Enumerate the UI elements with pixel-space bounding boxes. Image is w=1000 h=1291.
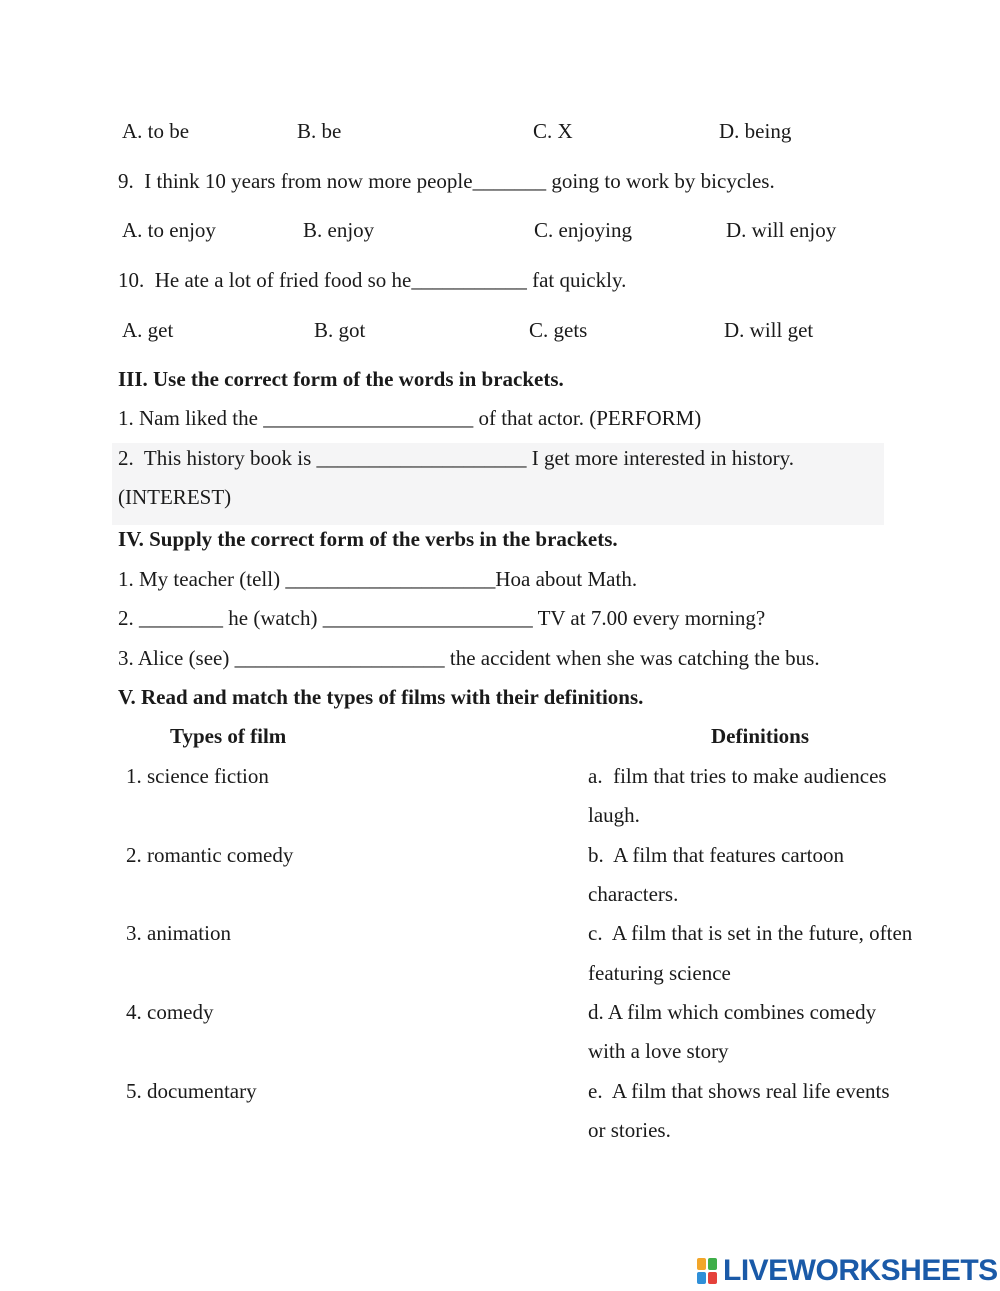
liveworksheets-logo-icon xyxy=(697,1258,717,1284)
q9-option-b[interactable]: B. enjoy xyxy=(303,218,375,242)
film-type-3[interactable]: 3. animation xyxy=(126,921,231,945)
definition-a-line-1[interactable]: a. film that tries to make audiences xyxy=(588,764,887,788)
definition-c-line-2[interactable]: featuring science xyxy=(588,961,731,985)
definition-e-line-2[interactable]: or stories. xyxy=(588,1118,671,1142)
q9-option-d[interactable]: D. will enjoy xyxy=(726,218,837,242)
section-5-heading: V. Read and match the types of films with their definitions. xyxy=(118,685,644,709)
logo-square-4 xyxy=(708,1272,717,1284)
definition-b-line-2[interactable]: characters. xyxy=(588,882,679,906)
section-3-heading: III. Use the correct form of the words in brackets. xyxy=(118,367,564,391)
definition-a-line-2[interactable]: laugh. xyxy=(588,803,640,827)
section-3-item-1[interactable]: 1. Nam liked the ____________________ of that actor. (PERFORM) xyxy=(118,406,702,430)
q10-option-d[interactable]: D. will get xyxy=(724,318,814,342)
film-type-1[interactable]: 1. science fiction xyxy=(126,764,269,788)
section-3-item-2[interactable]: 2. This history book is ____________________ I get more interested in history. xyxy=(118,446,795,470)
q8-option-a[interactable]: A. to be xyxy=(122,119,190,143)
logo-square-2 xyxy=(708,1258,717,1270)
liveworksheets-logo xyxy=(697,1256,998,1286)
logo-square-3 xyxy=(697,1272,706,1284)
q8-option-b[interactable]: B. be xyxy=(297,119,342,143)
film-type-2[interactable]: 2. romantic comedy xyxy=(126,843,294,867)
q9-option-a[interactable]: A. to enjoy xyxy=(122,218,216,242)
section-4-heading: IV. Supply the correct form of the verbs in the brackets. xyxy=(118,527,618,551)
definition-e-line-1[interactable]: e. A film that shows real life events xyxy=(588,1079,890,1103)
q8-option-c[interactable]: C. X xyxy=(533,119,573,143)
definition-b-line-1[interactable]: b. A film that features cartoon xyxy=(588,843,845,867)
definitions-column-header: Definitions xyxy=(711,724,810,748)
definition-d-line-1[interactable]: d. A film which combines comedy xyxy=(588,1000,877,1024)
q9-question: 9. I think 10 years from now more people_______ going to work by bicycles. xyxy=(118,169,775,193)
film-type-5[interactable]: 5. documentary xyxy=(126,1079,257,1103)
section-4-item-1[interactable]: 1. My teacher (tell) ____________________Hoa about Math. xyxy=(118,567,638,591)
logo-square-1 xyxy=(697,1258,706,1270)
film-type-4[interactable]: 4. comedy xyxy=(126,1000,214,1024)
section-4-item-2[interactable]: 2. ________ he (watch) ____________________ TV at 7.00 every morning? xyxy=(118,606,766,630)
liveworksheets-logo-text: LIVEWORKSHEETS xyxy=(723,1254,998,1287)
q10-option-a[interactable]: A. get xyxy=(122,318,174,342)
section-4-item-3[interactable]: 3. Alice (see) ____________________ the accident when she was catching the bus. xyxy=(118,646,820,670)
q8-option-d[interactable]: D. being xyxy=(719,119,792,143)
section-3-item-2-hint: (INTEREST) xyxy=(118,485,232,509)
definition-d-line-2[interactable]: with a love story xyxy=(588,1039,729,1063)
types-column-header: Types of film xyxy=(170,724,287,748)
q10-option-c[interactable]: C. gets xyxy=(529,318,588,342)
q10-option-b[interactable]: B. got xyxy=(314,318,366,342)
q10-question: 10. He ate a lot of fried food so he___________ fat quickly. xyxy=(118,268,627,292)
q9-option-c[interactable]: C. enjoying xyxy=(534,218,632,242)
definition-c-line-1[interactable]: c. A film that is set in the future, often xyxy=(588,921,913,945)
